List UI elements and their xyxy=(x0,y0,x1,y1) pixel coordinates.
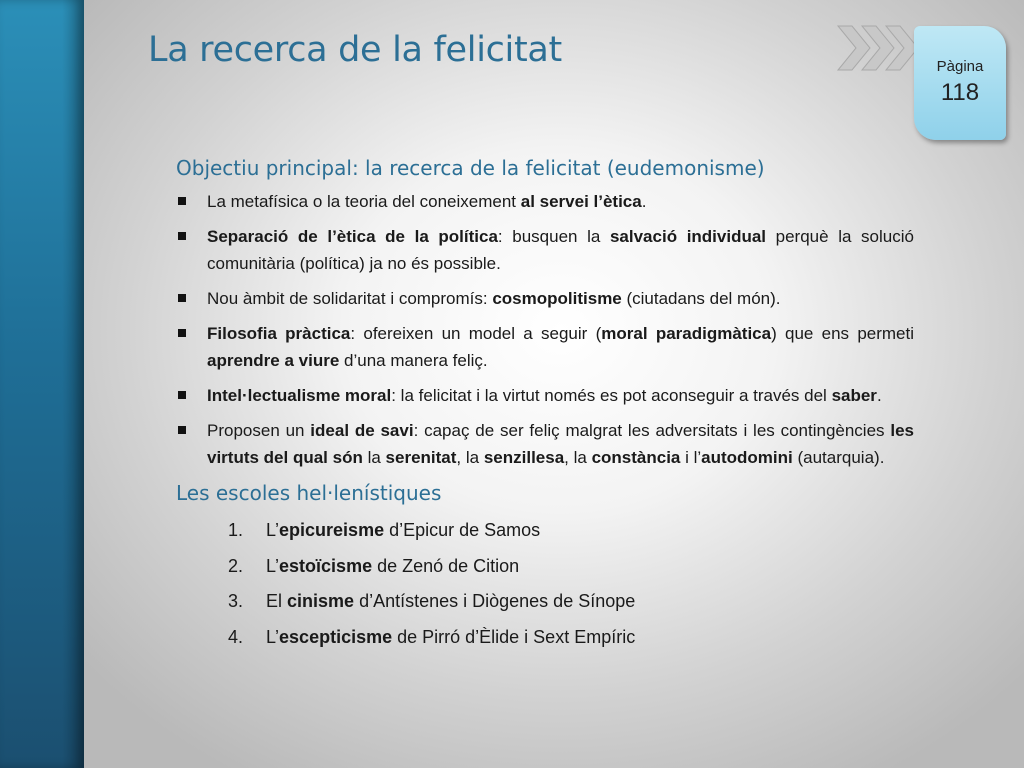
school-item xyxy=(228,517,914,544)
text-run: ) que ens permeti xyxy=(771,324,915,343)
bullet-list xyxy=(176,188,914,471)
text-run: , la xyxy=(564,448,592,467)
text-run: El xyxy=(266,591,288,611)
bullet-item xyxy=(176,382,914,409)
bullet-item xyxy=(176,188,914,215)
text-run: i l’ xyxy=(680,448,702,467)
text-run: d’Antístenes i Diògenes de Sínope xyxy=(354,591,636,611)
school-item xyxy=(228,624,914,651)
bold-text: aprendre a viure xyxy=(207,351,340,370)
page-number: 118 xyxy=(940,79,980,106)
list-number: 1. xyxy=(228,520,244,540)
bold-text: senzillesa xyxy=(483,448,565,467)
text-run: Proposen un xyxy=(207,421,311,440)
bold-text: les virtuts del qual són xyxy=(207,421,914,467)
text-run: L’ xyxy=(266,555,280,576)
bold-text: constància xyxy=(591,448,681,467)
text-run: L’ xyxy=(266,520,280,540)
text-run: , la xyxy=(456,448,484,467)
text-run: la xyxy=(362,448,386,467)
slide-title: La recerca de la felicitat xyxy=(148,30,562,70)
square-bullet-icon xyxy=(178,391,186,399)
list-number: 2. xyxy=(228,555,244,576)
text-run: La metafísica o la teoria del coneixement xyxy=(207,192,521,211)
text-run: L’ xyxy=(266,626,280,647)
text-run: Nou àmbit de solidaritat i compromís: xyxy=(207,289,493,308)
school-item xyxy=(228,588,914,615)
square-bullet-icon xyxy=(178,294,186,302)
bold-text: epicureisme xyxy=(279,520,385,540)
text-run: d’Epicur de Samos xyxy=(384,520,541,540)
bold-text: estoïcisme xyxy=(279,555,373,576)
main-objective-heading: Objectiu principal: la recerca de la felicitat (eudemonisme) xyxy=(176,156,765,180)
square-bullet-icon xyxy=(178,329,186,337)
page-label: Pàgina xyxy=(936,58,984,75)
left-accent-bar xyxy=(0,0,84,768)
bold-text: salvació individual xyxy=(609,227,767,246)
text-run: perquè la solució comunitària (política) ja no és possible. xyxy=(207,227,914,273)
square-bullet-icon xyxy=(178,197,186,205)
bold-text: serenitat xyxy=(385,448,457,467)
text-run: de Zenó de Cition xyxy=(372,555,520,576)
bullet-item xyxy=(176,223,914,277)
bullet-item xyxy=(176,417,914,471)
text-run: d’una manera feliç. xyxy=(339,351,488,370)
list-number: 3. xyxy=(228,591,244,611)
text-run: (autarquia). xyxy=(792,448,885,467)
bold-text: Filosofia pràctica xyxy=(207,324,351,343)
text-run: : busquen la xyxy=(497,227,610,246)
text-run: . xyxy=(876,386,882,405)
text-run: de Pirró d’Èlide i Sext Empíric xyxy=(392,626,636,647)
bold-text: Intel·lectualisme moral xyxy=(207,386,392,405)
text-run: : la felicitat i la virtut només es pot aconseguir a través del xyxy=(391,386,832,405)
schools-heading: Les escoles hel·lenístiques xyxy=(176,481,442,505)
text-run: (ciutadans del món). xyxy=(621,289,781,308)
slide-content xyxy=(176,156,914,659)
bullet-item xyxy=(176,285,914,312)
bold-text: cosmopolitisme xyxy=(492,289,622,308)
bold-text: moral paradigmàtica xyxy=(601,324,772,343)
bold-text: Separació de l’ètica de la política xyxy=(207,227,498,246)
bold-text: saber xyxy=(831,386,877,405)
text-run: . xyxy=(641,192,647,211)
school-item xyxy=(228,553,914,580)
square-bullet-icon xyxy=(178,232,186,240)
schools-list xyxy=(176,517,914,651)
square-bullet-icon xyxy=(178,426,186,434)
bold-text: cinisme xyxy=(287,591,355,611)
bold-text: al servei l’ètica xyxy=(520,192,642,211)
text-run: : capaç de ser feliç malgrat les adversitats i les contingències xyxy=(413,421,891,440)
bullet-item xyxy=(176,320,914,374)
text-run: : ofereixen un model a seguir ( xyxy=(350,324,602,343)
bold-text: ideal de savi xyxy=(310,421,414,440)
bold-text: escepticisme xyxy=(279,626,393,647)
list-number: 4. xyxy=(228,626,244,647)
page-number-box xyxy=(914,26,1006,140)
bold-text: autodomini xyxy=(701,448,793,467)
left-bar-shade xyxy=(62,0,84,768)
